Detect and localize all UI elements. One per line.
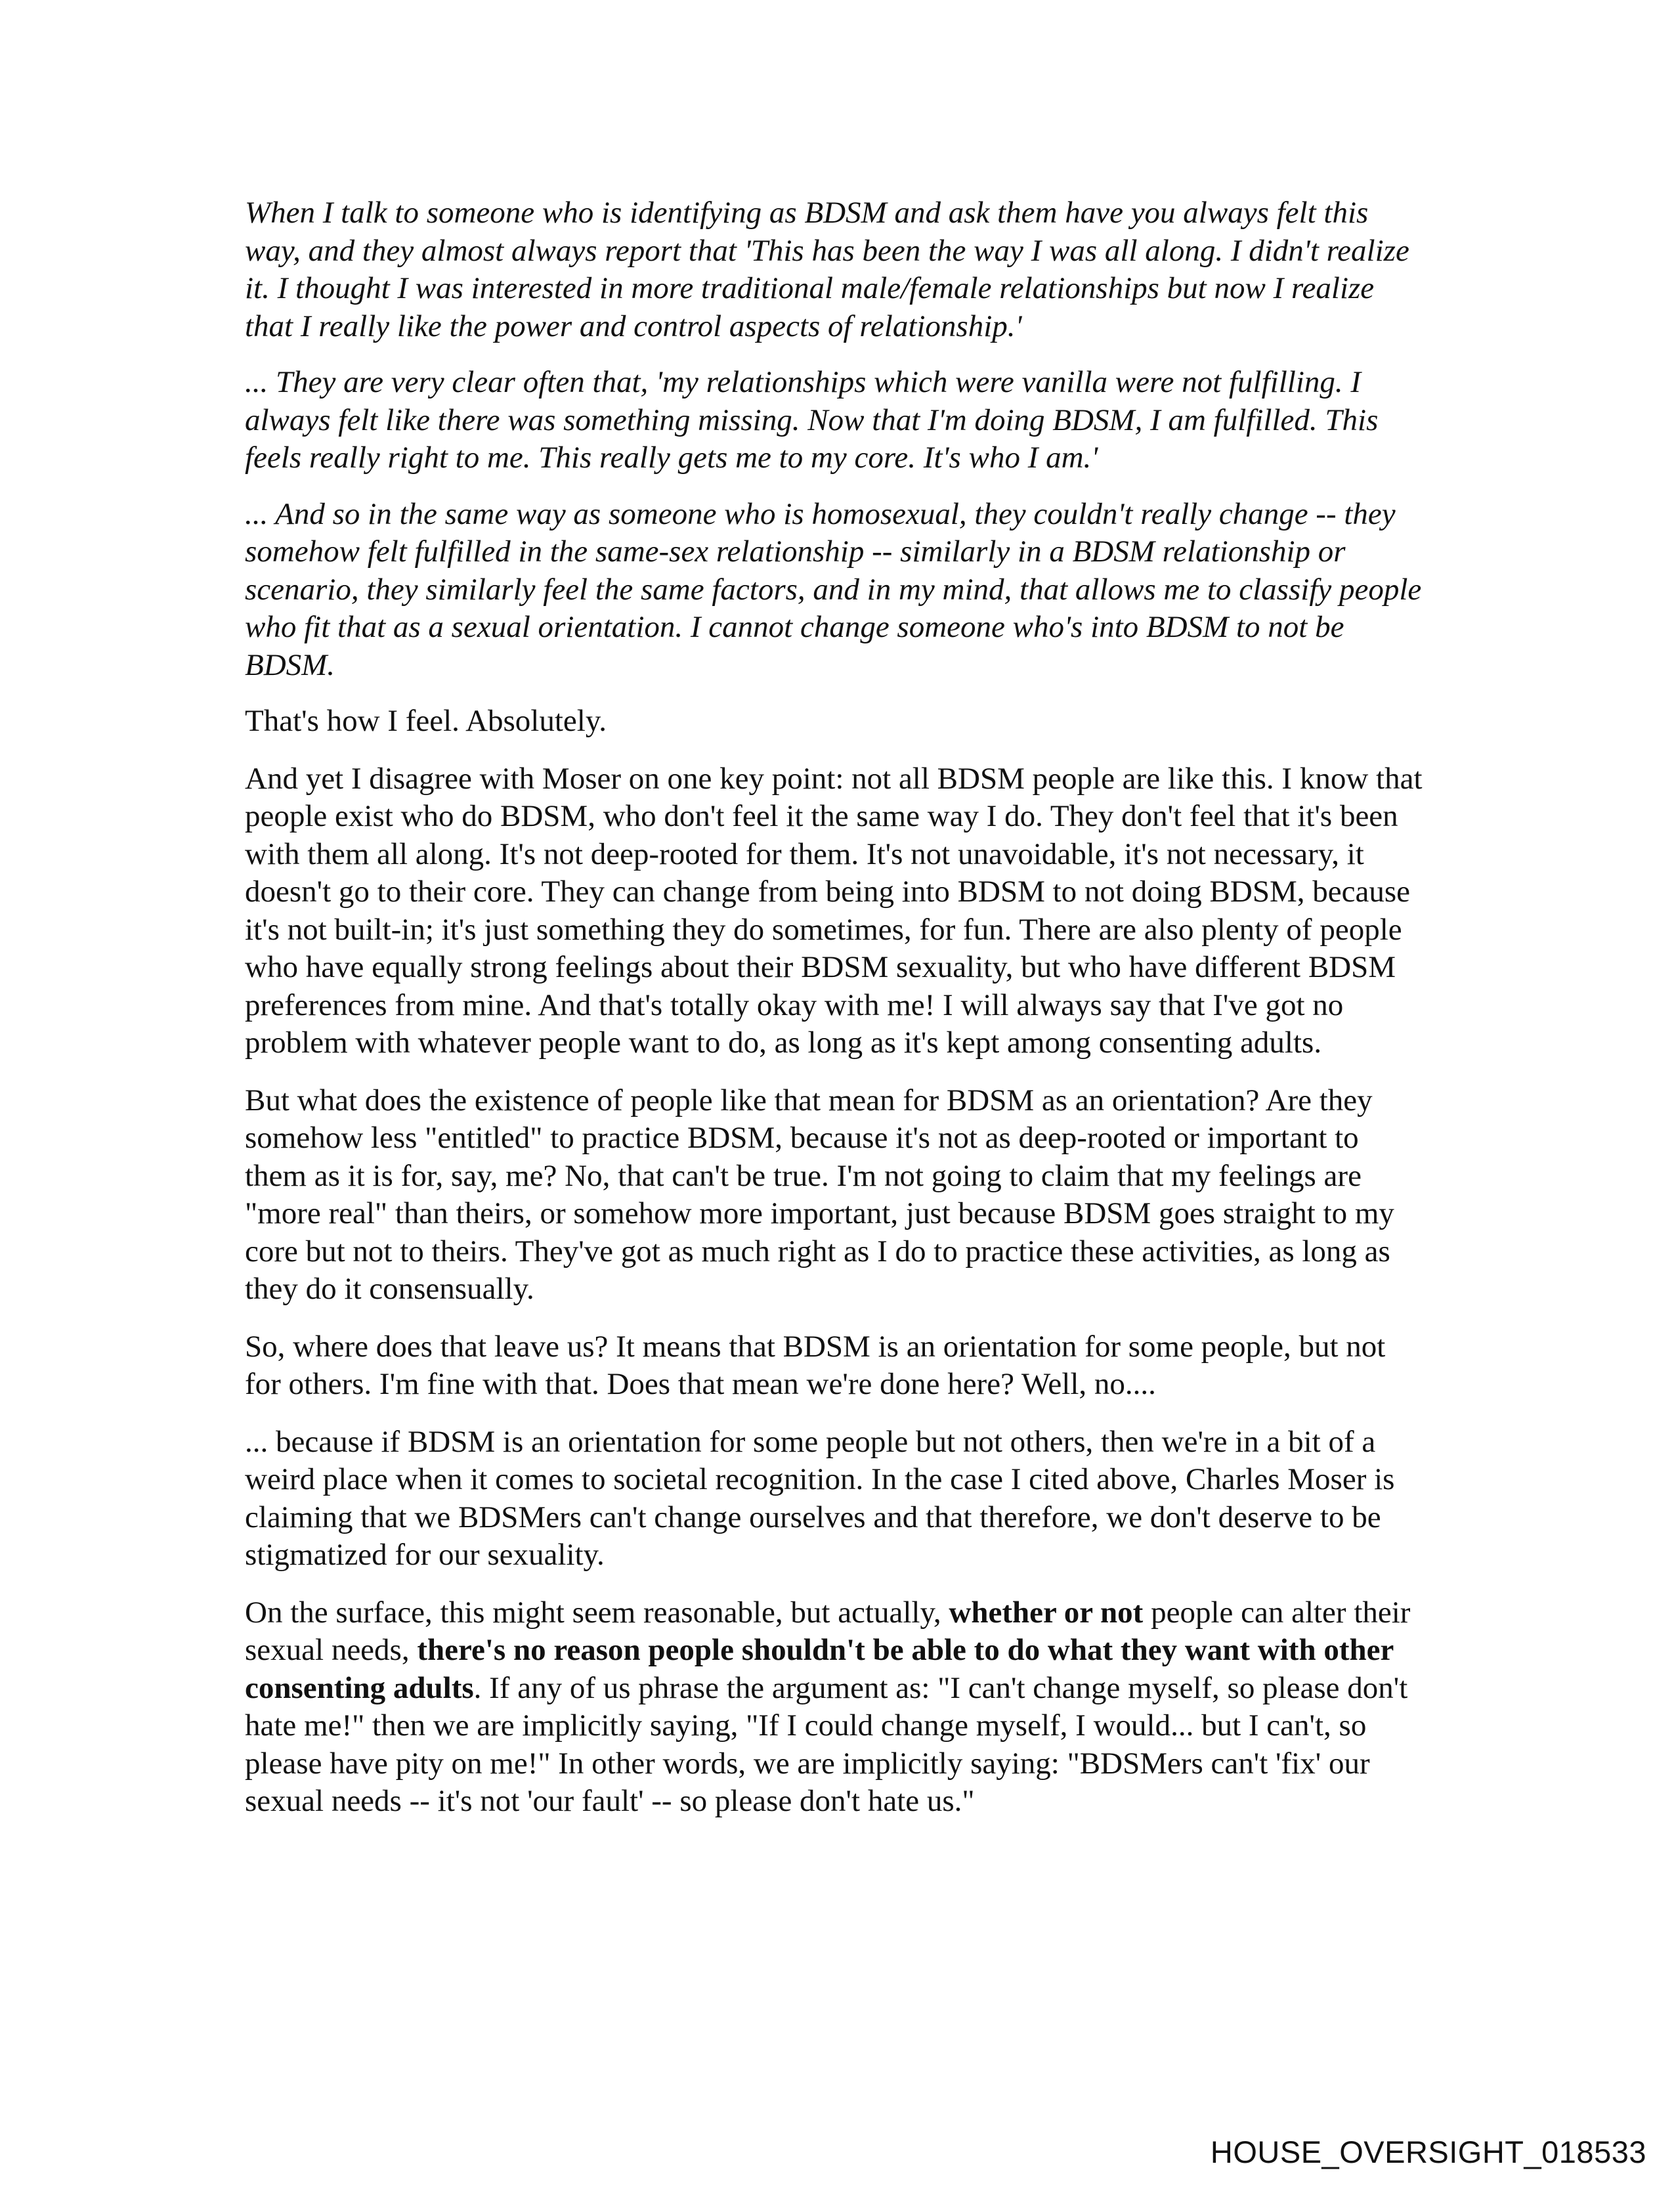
body-paragraph-3: But what does the existence of people like that mean for BDSM as an orientation? Are they somehow less "entitled" to practice BDSM, because it's not as deep-rooted or important to them as it is for, say, me? No, that can't be true. I'm not going to claim that my feelings are "more real" than theirs, or somehow more important, just because BDSM goes straight to my core but not to theirs. They've got as much right as I do to practice these activities, as long as they do it consensually. [245,1083,1394,1306]
body-paragraph-5: ... because if BDSM is an orientation for some people but not others, then we're in a bit of a weird place when it comes to societal recognition. In the case I cited above, Charles Moser is claiming that we BDSMers can't change ourselves and that therefore, we don't deserve to be stigmatized for our sexuality. [245,1424,1395,1572]
quote-paragraph-3: ... And so in the same way as someone who is homosexual, they couldn't really change -- they somehow felt fulfilled in the same-sex relationship -- similarly in a BDSM relationship or scenario, they similarly feel the same factors, and in my mind, that allows me to classify people who fit that as a sexual orientation. I cannot change someone who's into BDSM to not be BDSM. [245,496,1422,682]
body-paragraph-2: And yet I disagree with Moser on one key point: not all BDSM people are like this. I know that people exist who do BDSM, who don't feel it the same way I do. They don't feel that it's been with them all along. It's not deep-rooted for them. It's not unavoidable, it's not necessary, it doesn't go to their core. They can change from being into BDSM to not doing BDSM, because it's not built-in; it's just something they do sometimes, for fun. There are also plenty of people who have equally strong feelings about their BDSM sexuality, but who have different BDSM preferences from mine. And that's totally okay with me! I will always say that I've got no problem with whatever people want to do, as long as it's kept among consenting adults. [245,761,1423,1060]
final-text-3: . If any of us phrase the argument as: "I can't change myself, so please don't hate me!" then we are implicitly saying, "If I could change myself, I would... but I can't, so please have pity on me!" In other words, we are implicitly saying: "BDSMers can't 'fix' our sexual needs -- it's not 'our fault' -- so please don't hate us." [245,1670,1408,1818]
body-paragraph-4: So, where does that leave us? It means that BDSM is an orientation for some people, but not for others. I'm fine with that. Does that mean we're done here? Well, no.... [245,1329,1386,1401]
final-text-2: people can alter their sexual needs, [245,1595,1411,1667]
final-bold-1: whether or not [949,1595,1144,1630]
final-bold-2: there's no reason people shouldn't be able to do what they want with other consenting adults [245,1633,1394,1705]
final-paragraph [245,1594,1427,1821]
quote-paragraph-2: ... They are very clear often that, 'my relationships which were vanilla were not fulfilling. I always felt like there was something missing. Now that I'm doing BDSM, I am fulfilled. This feels really right to me. This really gets me to my core. It's who I am.' [245,365,1379,475]
quote-paragraph-1: When I talk to someone who is identifying as BDSM and ask them have you always felt this way, and they almost always report that 'This has been the way I was all along. I didn't realize it. I thought I was interested in more traditional male/female relationships but now I realize that I really like the power and control aspects of relationship.' [245,196,1409,343]
bates-number: HOUSE_OVERSIGHT_018533 [1210,2135,1646,2169]
final-text-1: On the surface, this might seem reasonable, but actually, [245,1595,949,1630]
document-body [245,194,1427,1840]
body-paragraph-1: That's how I feel. Absolutely. [245,704,607,738]
